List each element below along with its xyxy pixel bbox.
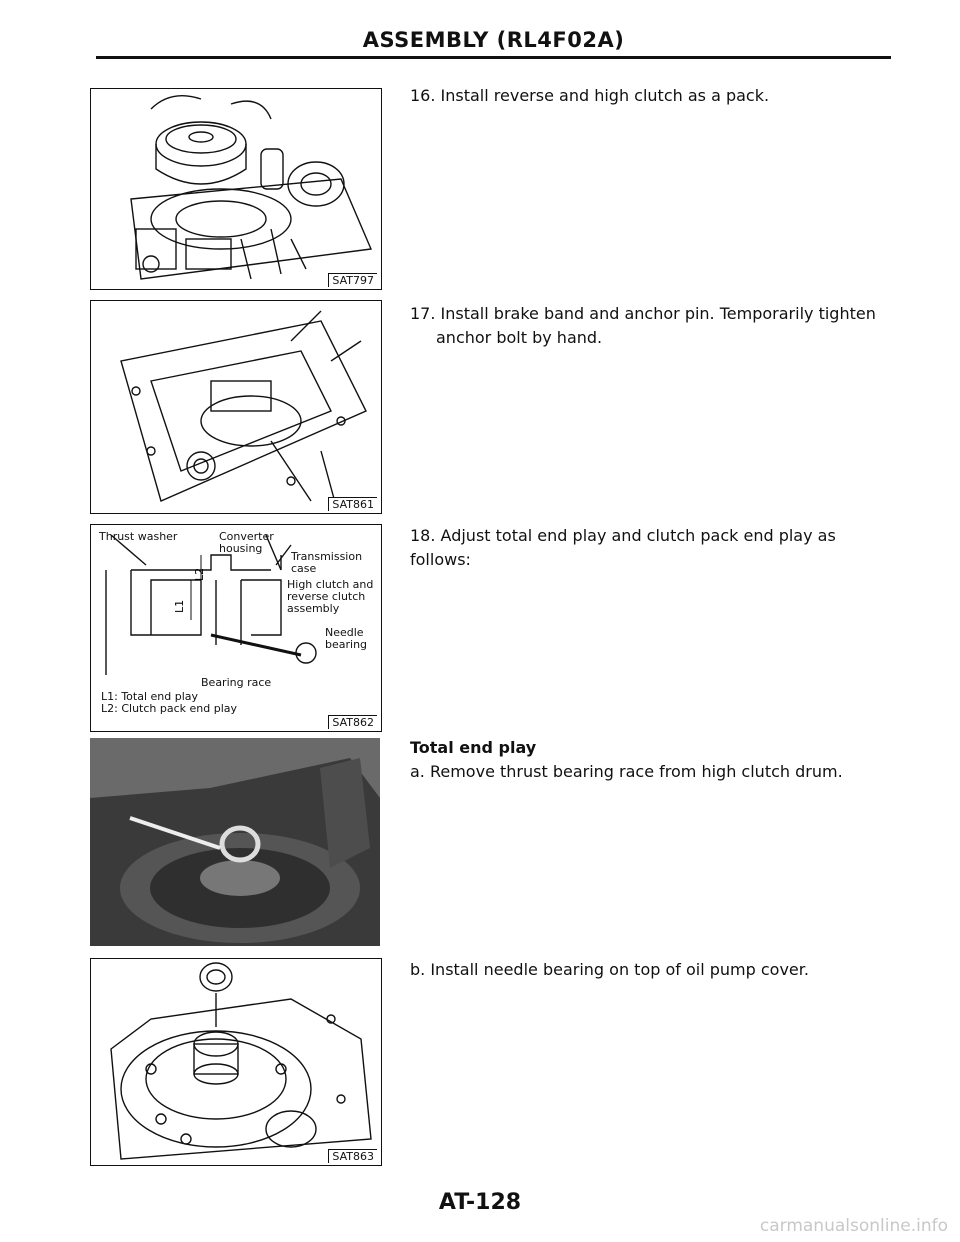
figure-code: SAT861 [328, 497, 377, 511]
label-needle-2: bearing [325, 638, 368, 651]
label-l1: L1 [173, 599, 186, 613]
subhead-total-end-play: Total end play [410, 738, 537, 757]
illustration-oil-pump [91, 959, 381, 1165]
header-rule [96, 56, 891, 59]
step-16: 16. Install reverse and high clutch as a pack. [410, 86, 770, 105]
label-high-clutch-1: High clutch and [287, 578, 374, 591]
watermark: carmanualsonline.info [759, 1216, 948, 1236]
figure-code: SAT862 [328, 715, 377, 729]
photo-illustration [90, 738, 380, 946]
legend-l1: L1: Total end play [101, 690, 199, 703]
label-l2: L2 [193, 567, 206, 581]
step-18: 18. Adjust total end play and clutch pack end play as follows: [410, 526, 836, 569]
illustration-brake-band [91, 301, 381, 513]
step-17-line-1: 17. Install brake band and anchor pin. Temporarily tighten [410, 304, 876, 323]
figure-brake-band [90, 300, 382, 514]
label-thrust-washer: Thrust washer [99, 530, 178, 543]
step-a: a. Remove thrust bearing race from high clutch drum. [410, 762, 843, 781]
photo-remove-bearing-race [90, 738, 380, 946]
label-transmission-1: Transmission [291, 550, 363, 563]
page-header: ASSEMBLY (RL4F02A) [362, 28, 625, 52]
label-bearing-race: Bearing race [201, 676, 272, 689]
legend-l2: L2: Clutch pack end play [101, 702, 238, 715]
label-high-clutch-2: reverse clutch [287, 590, 366, 603]
label-converter-1: Converter [219, 530, 274, 543]
step-b: b. Install needle bearing on top of oil pump cover. [410, 960, 809, 979]
figure-needle-bearing [90, 958, 382, 1166]
label-transmission-2: case [291, 562, 317, 575]
label-high-clutch-3: assembly [287, 602, 340, 615]
label-needle-1: Needle [325, 626, 364, 639]
illustration-clutch-pack [91, 89, 381, 289]
step-17 [410, 302, 890, 350]
figure-install-clutch [90, 88, 382, 290]
figure-code: SAT863 [328, 1149, 377, 1163]
step-17-line-2: anchor bolt by hand. [436, 328, 603, 347]
figure-end-play-diagram [90, 524, 382, 732]
page-number: AT-128 [438, 1190, 522, 1215]
figure-code: SAT797 [328, 273, 377, 287]
label-converter-2: housing [219, 542, 263, 555]
